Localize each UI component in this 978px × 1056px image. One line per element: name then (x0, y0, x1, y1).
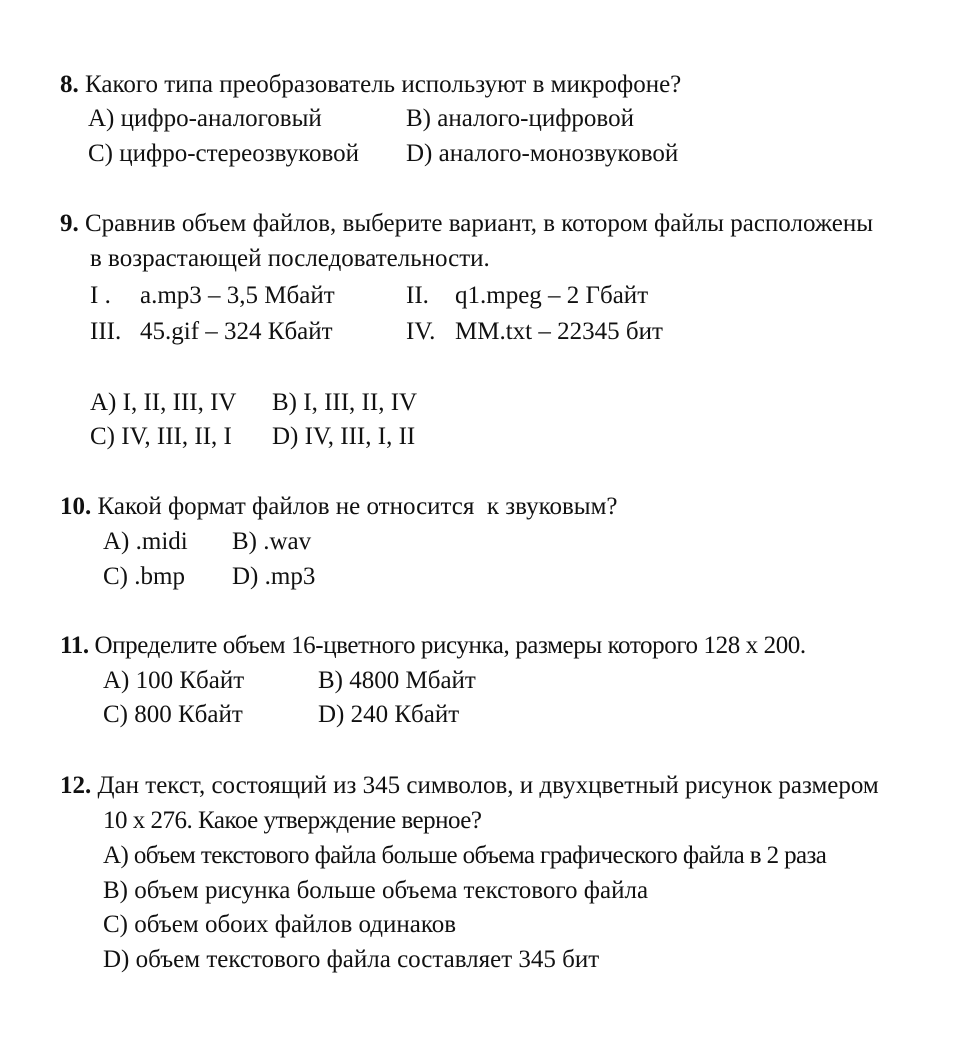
question-8-prompt: Какого типа преобразователь используют в микрофоне? (85, 71, 682, 98)
question-9-prompt-line1: Сравнив объем файлов, выберите вариант, в котором файлы расположены (85, 210, 874, 237)
question-9-file-value-3: 45.gif – 324 Кбайт (140, 318, 333, 345)
question-10-option-a: A) .midi (103, 528, 188, 555)
question-12-text (60, 771, 879, 801)
question-8-option-d: D) аналого-монозвуковой (406, 140, 679, 167)
question-10-prompt: Какой формат файлов не относится к звуковым? (97, 493, 618, 520)
question-8-number: 8. (60, 71, 79, 98)
question-9-option-d: D) IV, III, I, II (272, 423, 416, 450)
question-9-text (60, 209, 873, 239)
question-8-option-a: A) цифро-аналоговый (88, 105, 322, 132)
question-8-text (60, 70, 681, 100)
question-9-option-a: A) I, II, III, IV (90, 389, 237, 416)
question-9-file-roman-3: III. (90, 318, 122, 345)
question-12-option-a: A) объем текстового файла больше объема графического файла в 2 раза (103, 842, 827, 869)
question-12-option-c: C) объем обоих файлов одинаков (103, 911, 457, 938)
question-9-file-value-4: MM.txt – 22345 бит (455, 318, 663, 345)
question-10-option-b: B) .wav (232, 528, 312, 555)
question-10-text (60, 492, 617, 522)
question-11-text (60, 631, 806, 661)
question-8-option-c: C) цифро-стереозвуковой (88, 140, 359, 167)
question-9-option-b: B) I, III, II, IV (272, 389, 418, 416)
question-12-prompt-line2: 10 x 276. Какое утверждение верное? (103, 807, 482, 834)
question-12-option-b: B) объем рисунка больше объема текстового файла (103, 877, 649, 904)
question-9-prompt-line2: в возрастающей последовательности. (90, 245, 490, 272)
question-12-number: 12. (60, 772, 92, 799)
question-10-option-c: C) .bmp (103, 563, 185, 590)
question-8-option-b: B) аналого-цифровой (406, 105, 634, 132)
question-11-option-d: D) 240 Кбайт (318, 701, 460, 728)
question-12-option-d: D) объем текстового файла составляет 345 бит (103, 946, 600, 973)
question-10-option-d: D) .mp3 (232, 563, 316, 590)
question-11-prompt: Определите объем 16-цветного рисунка, размеры которого 128 x 200. (94, 632, 806, 659)
question-9-file-value-2: q1.mpeg – 2 Гбайт (455, 282, 649, 309)
question-9-file-value-1: a.mp3 – 3,5 Мбайт (140, 282, 335, 309)
question-9-file-roman-1: I . (90, 282, 111, 309)
question-11-number: 11. (60, 632, 89, 659)
question-10-number: 10. (60, 493, 92, 520)
question-11-option-a: A) 100 Кбайт (103, 667, 245, 694)
question-9-file-roman-2: II. (406, 282, 429, 309)
question-11-option-c: C) 800 Кбайт (103, 701, 243, 728)
question-9-option-c: C) IV, III, II, I (90, 423, 232, 450)
question-11-option-b: B) 4800 Мбайт (318, 667, 476, 694)
question-12-prompt-line1: Дан текст, состоящий из 345 символов, и двухцветный рисунок размером (97, 772, 879, 799)
question-9-file-roman-4: IV. (406, 318, 436, 345)
question-9-number: 9. (60, 210, 79, 237)
